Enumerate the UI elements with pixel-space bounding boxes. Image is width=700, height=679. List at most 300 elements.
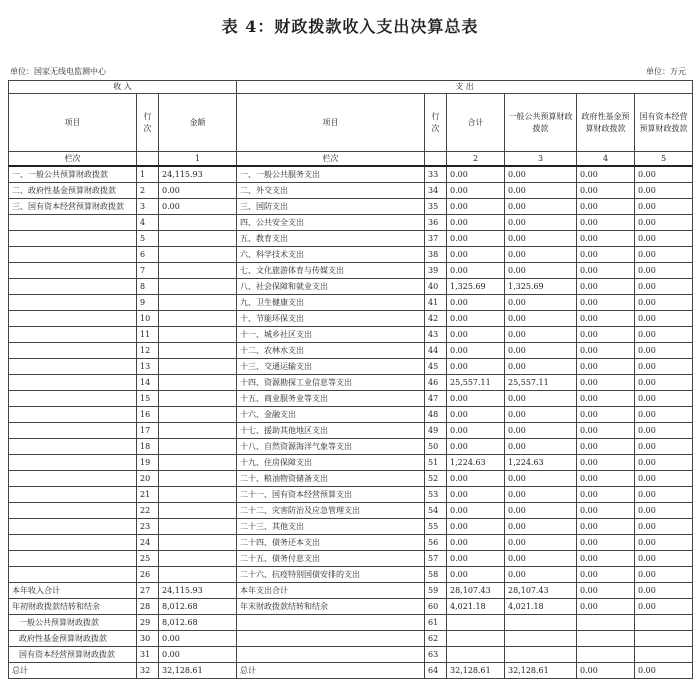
- income-row-no: 8: [137, 279, 159, 295]
- income-amount: [159, 311, 237, 327]
- general-budget-amount: 32,128.61: [505, 663, 577, 679]
- total-amount: [447, 631, 505, 647]
- general-budget-amount: 0.00: [505, 199, 577, 215]
- general-budget-amount: 28,107.43: [505, 583, 577, 599]
- gov-fund-amount: [577, 631, 635, 647]
- general-budget-amount: 0.00: [505, 231, 577, 247]
- expense-row-no: 47: [425, 391, 447, 407]
- total-amount: 0.00: [447, 231, 505, 247]
- table-row: [9, 615, 693, 631]
- general-budget-amount: 25,557.11: [505, 375, 577, 391]
- income-item: [9, 279, 137, 295]
- general-budget-amount: 0.00: [505, 166, 577, 183]
- gov-fund-amount: 0.00: [577, 166, 635, 183]
- expense-item: 二、外交支出: [237, 183, 425, 199]
- table-row: [9, 439, 693, 455]
- gov-fund-amount: 0.00: [577, 599, 635, 615]
- total-amount: 0.00: [447, 359, 505, 375]
- state-capital-amount: 0.00: [635, 359, 693, 375]
- general-budget-amount: 0.00: [505, 551, 577, 567]
- total-amount: 0.00: [447, 247, 505, 263]
- state-capital-amount: 0.00: [635, 247, 693, 263]
- general-budget-amount: 0.00: [505, 567, 577, 583]
- expense-row-no: 34: [425, 183, 447, 199]
- expense-row-no: 57: [425, 551, 447, 567]
- state-capital-amount: 0.00: [635, 375, 693, 391]
- income-amount: [159, 343, 237, 359]
- income-amount: [159, 247, 237, 263]
- gov-fund-amount: 0.00: [577, 327, 635, 343]
- expense-row-no: 59: [425, 583, 447, 599]
- income-amount: [159, 439, 237, 455]
- state-capital-amount: 0.00: [635, 503, 693, 519]
- income-item: [9, 311, 137, 327]
- income-item: [9, 391, 137, 407]
- gov-fund-amount: 0.00: [577, 583, 635, 599]
- general-budget-amount: [505, 647, 577, 663]
- state-capital-amount: [635, 615, 693, 631]
- gov-fund-amount: 0.00: [577, 439, 635, 455]
- expense-row-no: 52: [425, 471, 447, 487]
- total-amount: 0.00: [447, 327, 505, 343]
- income-item: 一、一般公共预算财政拨款: [9, 166, 137, 183]
- total-header: 合计: [447, 94, 505, 152]
- state-capital-amount: 0.00: [635, 407, 693, 423]
- expense-row-no: 55: [425, 519, 447, 535]
- state-capital-amount: 0.00: [635, 263, 693, 279]
- income-item: 政府性基金预算财政拨款: [9, 631, 137, 647]
- income-row-no: 11: [137, 327, 159, 343]
- empty-cell: [137, 152, 159, 167]
- col-index-3: 3: [505, 152, 577, 167]
- table-row: [9, 519, 693, 535]
- general-budget-amount: 0.00: [505, 407, 577, 423]
- income-amount: 0.00: [159, 199, 237, 215]
- income-row-no: 6: [137, 247, 159, 263]
- income-amount: [159, 519, 237, 535]
- state-capital-amount: 0.00: [635, 519, 693, 535]
- general-budget-amount: 0.00: [505, 487, 577, 503]
- gov-fund-amount: 0.00: [577, 263, 635, 279]
- total-amount: 1,325.69: [447, 279, 505, 295]
- income-row-no: 5: [137, 231, 159, 247]
- expense-item: 总计: [237, 663, 425, 679]
- page-title: 表 4：财政拨款收入支出决算总表: [221, 17, 479, 36]
- income-item: [9, 535, 137, 551]
- income-row-no: 2: [137, 183, 159, 199]
- table-row: [9, 279, 693, 295]
- income-item: [9, 247, 137, 263]
- table-row: [9, 215, 693, 231]
- table-row: [9, 391, 693, 407]
- expense-row-no: 33: [425, 166, 447, 183]
- general-budget-amount: 0.00: [505, 215, 577, 231]
- total-amount: 0.00: [447, 183, 505, 199]
- gov-fund-amount: 0.00: [577, 487, 635, 503]
- expense-item: 十四、资源勘探工业信息等支出: [237, 375, 425, 391]
- section-header-row: [9, 81, 693, 94]
- income-row-no: 1: [137, 166, 159, 183]
- expense-item: 二十六、抗疫特别国债安排的支出: [237, 567, 425, 583]
- gov-fund-amount: 0.00: [577, 503, 635, 519]
- table-row: [9, 487, 693, 503]
- table-row: [9, 263, 693, 279]
- table-row: [9, 247, 693, 263]
- total-amount: 0.00: [447, 199, 505, 215]
- state-capital-amount: 0.00: [635, 279, 693, 295]
- expense-item: 十七、援助其他地区支出: [237, 423, 425, 439]
- table-row: [9, 567, 693, 583]
- income-row-no: 3: [137, 199, 159, 215]
- table-row: [9, 311, 693, 327]
- income-row-no: 4: [137, 215, 159, 231]
- general-budget-amount: 0.00: [505, 327, 577, 343]
- table-row: [9, 647, 693, 663]
- expense-row-no: 40: [425, 279, 447, 295]
- budget-summary-table: [8, 80, 693, 679]
- general-budget-amount: 0.00: [505, 535, 577, 551]
- state-capital-amount: 0.00: [635, 471, 693, 487]
- state-capital-amount: 0.00: [635, 551, 693, 567]
- table-row: [9, 231, 693, 247]
- general-budget-amount: 0.00: [505, 519, 577, 535]
- table-row: [9, 599, 693, 615]
- income-amount: [159, 263, 237, 279]
- general-budget-amount: 1,325.69: [505, 279, 577, 295]
- income-row-no: 27: [137, 583, 159, 599]
- state-capital-amount: 0.00: [635, 231, 693, 247]
- table-row: [9, 375, 693, 391]
- gov-fund-amount: 0.00: [577, 407, 635, 423]
- gov-fund-amount: 0.00: [577, 343, 635, 359]
- general-budget-amount: 0.00: [505, 263, 577, 279]
- state-capital-header: 国有资本经营预算财政拨款: [635, 94, 693, 152]
- state-capital-amount: 0.00: [635, 215, 693, 231]
- income-amount: [159, 215, 237, 231]
- state-capital-amount: 0.00: [635, 455, 693, 471]
- expense-item: 七、文化旅游体育与传媒支出: [237, 263, 425, 279]
- expense-item: [237, 647, 425, 663]
- state-capital-amount: 0.00: [635, 423, 693, 439]
- income-row-no: 24: [137, 535, 159, 551]
- empty-cell: [425, 152, 447, 167]
- general-budget-amount: 0.00: [505, 439, 577, 455]
- income-item: [9, 407, 137, 423]
- expense-item: 十九、住房保障支出: [237, 455, 425, 471]
- income-row-no: 14: [137, 375, 159, 391]
- total-amount: 0.00: [447, 311, 505, 327]
- expense-item: 本年支出合计: [237, 583, 425, 599]
- income-row-no: 17: [137, 423, 159, 439]
- gov-fund-amount: [577, 647, 635, 663]
- income-amount: [159, 295, 237, 311]
- income-row-no: 20: [137, 471, 159, 487]
- expense-row-no: 39: [425, 263, 447, 279]
- income-item: [9, 231, 137, 247]
- expense-row-no: 37: [425, 231, 447, 247]
- income-amount: [159, 503, 237, 519]
- gov-fund-amount: 0.00: [577, 199, 635, 215]
- table-row: [9, 535, 693, 551]
- gov-fund-amount: 0.00: [577, 231, 635, 247]
- income-item: 三、国有资本经营预算财政拨款: [9, 199, 137, 215]
- gov-fund-amount: 0.00: [577, 359, 635, 375]
- income-amount: 32,128.61: [159, 663, 237, 679]
- expense-row-no: 58: [425, 567, 447, 583]
- col-index-4: 4: [577, 152, 635, 167]
- expense-item: [237, 631, 425, 647]
- income-row-no: 23: [137, 519, 159, 535]
- income-amount: [159, 231, 237, 247]
- gov-fund-amount: 0.00: [577, 183, 635, 199]
- total-amount: 0.00: [447, 263, 505, 279]
- total-amount: 0.00: [447, 535, 505, 551]
- total-amount: 0.00: [447, 519, 505, 535]
- income-row-no: 25: [137, 551, 159, 567]
- expense-row-no: 60: [425, 599, 447, 615]
- state-capital-amount: 0.00: [635, 183, 693, 199]
- gov-fund-amount: 0.00: [577, 519, 635, 535]
- expense-header: 支 出: [237, 81, 693, 94]
- income-item: [9, 567, 137, 583]
- col-index-1: 1: [159, 152, 237, 167]
- income-item: [9, 471, 137, 487]
- currency-unit: 单位：万元: [646, 67, 686, 76]
- expense-item-header: 项目: [237, 94, 425, 152]
- gov-fund-header: 政府性基金预算财政拨款: [577, 94, 635, 152]
- state-capital-amount: 0.00: [635, 487, 693, 503]
- income-item: [9, 375, 137, 391]
- income-amount: [159, 471, 237, 487]
- expense-row-no: 62: [425, 631, 447, 647]
- income-row-no: 21: [137, 487, 159, 503]
- income-amount: [159, 407, 237, 423]
- total-amount: 25,557.11: [447, 375, 505, 391]
- income-amount: [159, 279, 237, 295]
- gov-fund-amount: 0.00: [577, 455, 635, 471]
- income-row-no: 12: [137, 343, 159, 359]
- expense-row-no: 48: [425, 407, 447, 423]
- state-capital-amount: 0.00: [635, 535, 693, 551]
- general-budget-amount: 0.00: [505, 183, 577, 199]
- expense-row-no: 53: [425, 487, 447, 503]
- income-amount: [159, 391, 237, 407]
- expense-item: 五、教育支出: [237, 231, 425, 247]
- expense-item: 年末财政拨款结转和结余: [237, 599, 425, 615]
- income-row-no: 16: [137, 407, 159, 423]
- total-amount: 0.00: [447, 503, 505, 519]
- total-amount: 0.00: [447, 423, 505, 439]
- expense-item: 十一、城乡社区支出: [237, 327, 425, 343]
- general-budget-amount: 1,224.63: [505, 455, 577, 471]
- state-capital-amount: 0.00: [635, 567, 693, 583]
- expense-item: 三、国防支出: [237, 199, 425, 215]
- expense-row-no: 64: [425, 663, 447, 679]
- state-capital-amount: 0.00: [635, 295, 693, 311]
- income-item: [9, 263, 137, 279]
- income-item: [9, 551, 137, 567]
- total-amount: 0.00: [447, 567, 505, 583]
- state-capital-amount: [635, 631, 693, 647]
- income-item: 一般公共预算财政拨款: [9, 615, 137, 631]
- expense-item: 八、社会保障和就业支出: [237, 279, 425, 295]
- expense-item: 二十一、国有资本经营预算支出: [237, 487, 425, 503]
- total-amount: 0.00: [447, 391, 505, 407]
- expense-row-no: 49: [425, 423, 447, 439]
- income-amount: [159, 423, 237, 439]
- gov-fund-amount: 0.00: [577, 215, 635, 231]
- expense-row-no: 50: [425, 439, 447, 455]
- expense-item: 二十二、灾害防治及应急管理支出: [237, 503, 425, 519]
- income-row-no: 22: [137, 503, 159, 519]
- general-budget-amount: 0.00: [505, 391, 577, 407]
- gov-fund-amount: 0.00: [577, 567, 635, 583]
- income-item: [9, 327, 137, 343]
- total-amount: 0.00: [447, 551, 505, 567]
- expense-row-no: 36: [425, 215, 447, 231]
- table-row: [9, 503, 693, 519]
- income-item: 年初财政拨款结转和结余: [9, 599, 137, 615]
- table-row: [9, 471, 693, 487]
- expense-item: [237, 615, 425, 631]
- income-item: [9, 439, 137, 455]
- expense-item: 二十四、债务还本支出: [237, 535, 425, 551]
- total-amount: 0.00: [447, 295, 505, 311]
- state-capital-amount: 0.00: [635, 343, 693, 359]
- income-row-no: 7: [137, 263, 159, 279]
- income-amount: [159, 455, 237, 471]
- gov-fund-amount: 0.00: [577, 471, 635, 487]
- total-amount: 4,021.18: [447, 599, 505, 615]
- general-budget-amount: 0.00: [505, 295, 577, 311]
- income-row-no-header: 行次: [137, 94, 159, 152]
- table-row: [9, 631, 693, 647]
- column-header-row: [9, 94, 693, 152]
- income-item: [9, 487, 137, 503]
- expense-item: 九、卫生健康支出: [237, 295, 425, 311]
- income-item: 二、政府性基金预算财政拨款: [9, 183, 137, 199]
- expense-item: 十二、农林水支出: [237, 343, 425, 359]
- gov-fund-amount: 0.00: [577, 311, 635, 327]
- expense-item: 二十五、债务付息支出: [237, 551, 425, 567]
- table-row: [9, 327, 693, 343]
- table-row: [9, 663, 693, 679]
- state-capital-amount: 0.00: [635, 311, 693, 327]
- income-row-no: 29: [137, 615, 159, 631]
- gov-fund-amount: 0.00: [577, 295, 635, 311]
- table-row: [9, 343, 693, 359]
- income-item: [9, 519, 137, 535]
- expense-item: 四、公共安全支出: [237, 215, 425, 231]
- general-budget-amount: 4,021.18: [505, 599, 577, 615]
- gov-fund-amount: 0.00: [577, 375, 635, 391]
- expense-row-no: 42: [425, 311, 447, 327]
- expense-item: 二十三、其他支出: [237, 519, 425, 535]
- income-row-no: 15: [137, 391, 159, 407]
- expense-row-no-header: 行次: [425, 94, 447, 152]
- state-capital-amount: 0.00: [635, 439, 693, 455]
- table-row: [9, 359, 693, 375]
- gov-fund-amount: 0.00: [577, 279, 635, 295]
- income-header: 收 入: [9, 81, 237, 94]
- income-amount: 0.00: [159, 631, 237, 647]
- column-index-row: [9, 152, 693, 167]
- income-row-no: 31: [137, 647, 159, 663]
- expense-item: 十六、金融支出: [237, 407, 425, 423]
- table-row: [9, 183, 693, 199]
- expense-item: 十三、交通运输支出: [237, 359, 425, 375]
- total-amount: 32,128.61: [447, 663, 505, 679]
- general-budget-amount: 0.00: [505, 471, 577, 487]
- general-budget-header: 一般公共预算财政拨款: [505, 94, 577, 152]
- income-item: [9, 343, 137, 359]
- table-row: [9, 455, 693, 471]
- income-amount: 24,115.93: [159, 583, 237, 599]
- table-row: [9, 407, 693, 423]
- income-amount: 8,012.68: [159, 599, 237, 615]
- income-amount: [159, 535, 237, 551]
- expense-row-no: 63: [425, 647, 447, 663]
- income-amount: 0.00: [159, 647, 237, 663]
- expense-row-no: 46: [425, 375, 447, 391]
- total-amount: 0.00: [447, 166, 505, 183]
- expense-row-no: 35: [425, 199, 447, 215]
- unit-name: 单位：国家无线电监测中心: [10, 67, 106, 76]
- gov-fund-amount: 0.00: [577, 423, 635, 439]
- general-budget-amount: 0.00: [505, 359, 577, 375]
- income-item: [9, 423, 137, 439]
- general-budget-amount: 0.00: [505, 343, 577, 359]
- income-item: [9, 503, 137, 519]
- state-capital-amount: 0.00: [635, 199, 693, 215]
- expense-item: 一、一般公共服务支出: [237, 166, 425, 183]
- gov-fund-amount: 0.00: [577, 551, 635, 567]
- gov-fund-amount: 0.00: [577, 663, 635, 679]
- col-label: 栏次: [237, 152, 425, 167]
- total-amount: 0.00: [447, 215, 505, 231]
- total-amount: 1,224.63: [447, 455, 505, 471]
- general-budget-amount: 0.00: [505, 503, 577, 519]
- income-amount: [159, 567, 237, 583]
- income-amount: [159, 327, 237, 343]
- col-index-5: 5: [635, 152, 693, 167]
- general-budget-amount: [505, 631, 577, 647]
- income-row-no: 18: [137, 439, 159, 455]
- general-budget-amount: [505, 615, 577, 631]
- income-row-no: 30: [137, 631, 159, 647]
- total-amount: 28,107.43: [447, 583, 505, 599]
- total-amount: 0.00: [447, 343, 505, 359]
- expense-row-no: 54: [425, 503, 447, 519]
- table-row: [9, 166, 693, 183]
- table-row: [9, 583, 693, 599]
- general-budget-amount: 0.00: [505, 423, 577, 439]
- income-item: 国有资本经营预算财政拨款: [9, 647, 137, 663]
- gov-fund-amount: 0.00: [577, 247, 635, 263]
- income-item: [9, 359, 137, 375]
- table-row: [9, 551, 693, 567]
- income-item-header: 项目: [9, 94, 137, 152]
- expense-row-no: 56: [425, 535, 447, 551]
- total-amount: 0.00: [447, 439, 505, 455]
- income-item: [9, 215, 137, 231]
- gov-fund-amount: [577, 615, 635, 631]
- expense-item: 六、科学技术支出: [237, 247, 425, 263]
- total-amount: [447, 647, 505, 663]
- expense-item: 十八、自然资源海洋气象等支出: [237, 439, 425, 455]
- expense-item: 十五、商业服务业等支出: [237, 391, 425, 407]
- col-label: 栏次: [9, 152, 137, 167]
